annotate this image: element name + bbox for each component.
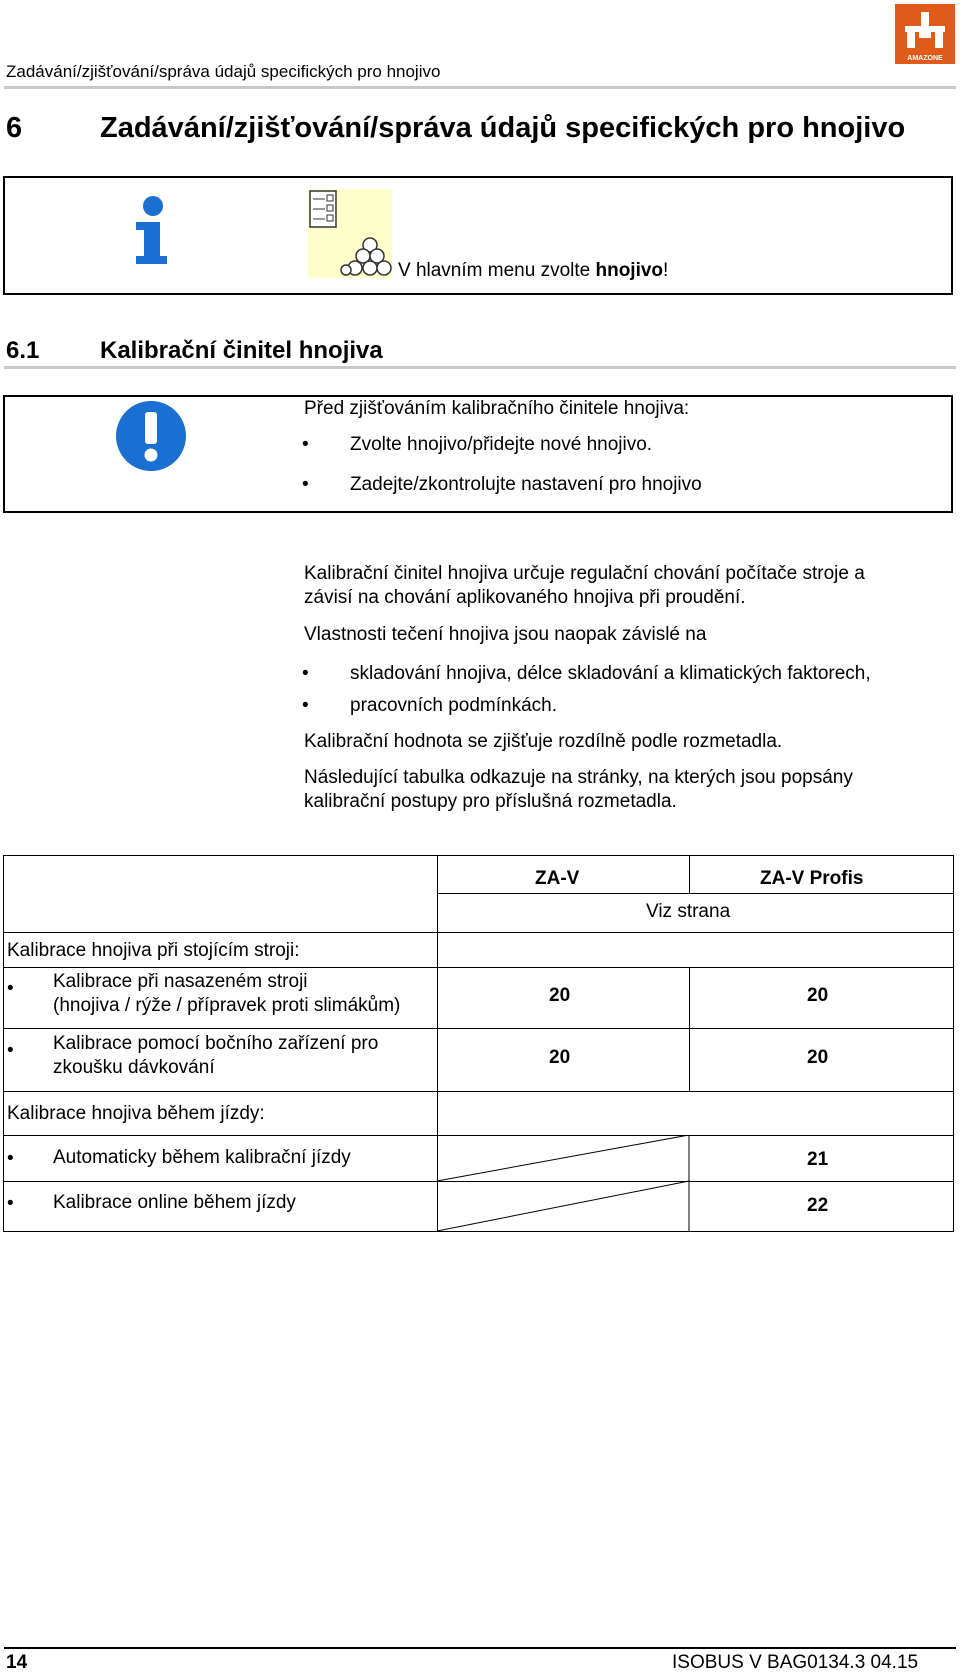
exclamation-icon [115,400,187,472]
group-label-stationary: Kalibrace hnojiva při stojícím stroji: [7,940,300,961]
chapter-number: 6 [6,112,23,144]
section-rule [4,366,956,369]
row-label: Kalibrace online během jízdy [53,1192,296,1213]
column-header-zav: ZA-V [535,868,580,889]
warning-intro: Před zjišťováním kalibračního činitele hnojiva: [304,398,690,419]
row-value-zav-profis: 20 [807,1047,829,1068]
section-number: 6.1 [6,337,40,364]
bullet-icon: • [302,695,309,716]
warning-item: Zvolte hnojivo/přidejte nové hnojivo. [350,434,653,455]
body-paragraph-1-line-2: závisí na chování aplikovaného hnojiva při proudění. [304,587,746,608]
body-paragraph-4-line-1: Následující tabulka odkazuje na stránky, na kterých jsou popsány [304,767,853,788]
body-paragraph-4-line-2: kalibrační postupy pro příslušná rozmetadla. [304,791,677,812]
body-paragraph-2: Vlastnosti tečení hnojiva jsou naopak závislé na [304,624,707,645]
row-value-zav: 20 [549,1047,571,1068]
amazone-logo [895,4,955,64]
footer-rule [4,1647,956,1649]
bullet-icon: • [302,434,309,455]
column-header-zav-profis: ZA-V Profis [760,868,864,889]
warning-item: Zadejte/zkontrolujte nastavení pro hnojivo [350,474,702,495]
row-label-line-2: (hnojiva / rýže / přípravek proti slimákům) [53,995,401,1016]
group-label-driving: Kalibrace hnojiva během jízdy: [7,1103,265,1124]
info-text-suffix: ! [663,260,669,281]
info-text-prefix: V hlavním menu zvolte [398,260,596,281]
row-value-zav-profis: 22 [807,1195,829,1216]
bullet-icon: • [7,1148,14,1169]
running-header-title: Zadávání/zjišťování/správa údajů specifických pro hnojivo [6,62,441,81]
row-value-zav-profis: 21 [807,1149,829,1170]
page-number: 14 [6,1652,28,1673]
body-paragraph-1-line-1: Kalibrační činitel hnojiva určuje regulační chování počítače stroje a [304,563,865,584]
bullet-icon: • [302,474,309,495]
bullet-icon: • [7,978,14,999]
info-text-bold: hnojivo [595,260,664,281]
row-label-line-1: Kalibrace pomocí bočního zařízení pro [53,1033,379,1054]
row-value-zav: 20 [549,985,571,1006]
bullet-icon: • [302,663,309,684]
diagonal-lines [437,1135,954,1232]
row-label-line-2: zkoušku dávkování [53,1057,215,1078]
row-label: Automaticky během kalibrační jízdy [53,1147,351,1168]
bullet-icon: • [7,1193,14,1214]
row-label-line-1: Kalibrace při nasazeném stroji [53,971,308,992]
info-icon [131,196,171,266]
amazone-logo-icon [895,4,955,64]
body-list-item: skladování hnojiva, délce skladování a klimatických faktorech, [350,663,871,684]
svg-text:AMAZONE: AMAZONE [907,55,943,62]
body-list-item: pracovních podmínkách. [350,695,558,716]
document-id: ISOBUS V BAG0134.3 04.15 [672,1652,919,1673]
row-value-zav-profis: 20 [807,985,829,1006]
section-title: Kalibrační činitel hnojiva [100,337,383,364]
body-paragraph-3: Kalibrační hodnota se zjišťuje rozdílně podle rozmetadla. [304,731,783,752]
fertilizer-menu-icon [308,189,392,278]
header-rule [4,86,956,89]
calibration-table [3,855,954,1232]
column-header-see-page: Viz strana [646,901,731,922]
chapter-title: Zadávání/zjišťování/správa údajů specifických pro hnojivo [100,112,906,144]
info-text [398,260,668,282]
bullet-icon: • [7,1040,14,1061]
